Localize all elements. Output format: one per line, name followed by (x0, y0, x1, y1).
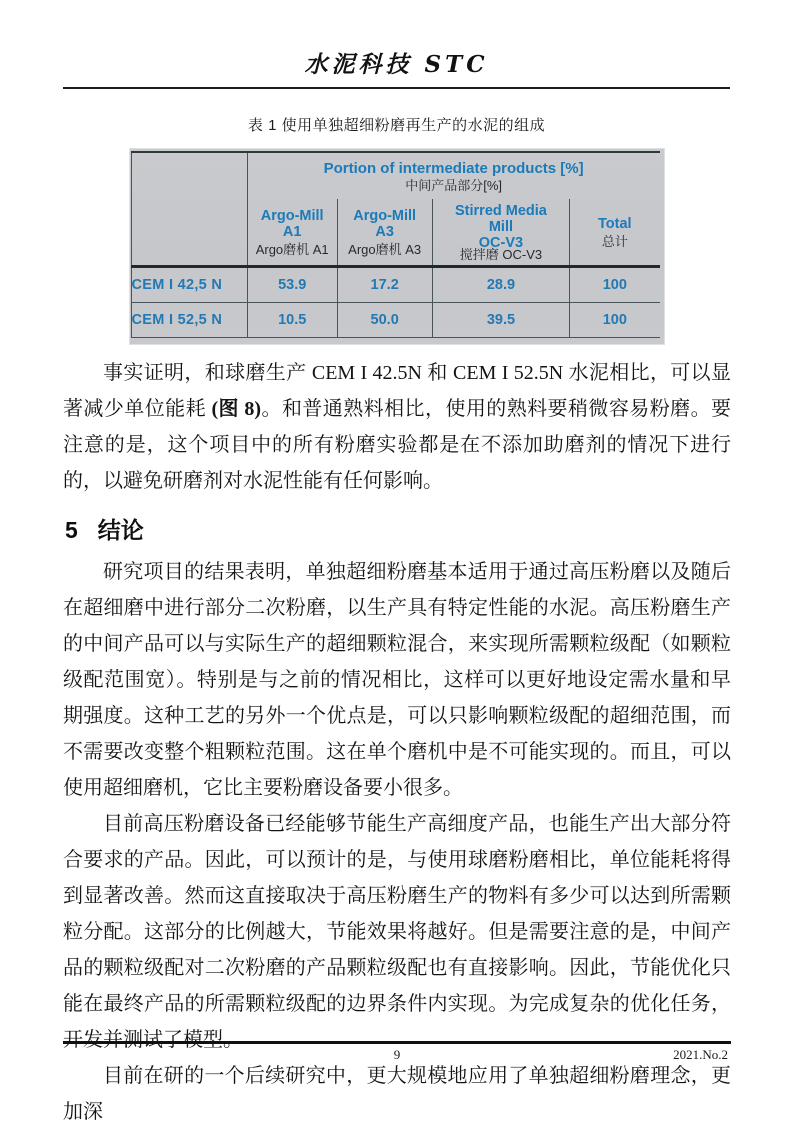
body-content (63, 355, 731, 1122)
paragraph-1 (63, 355, 731, 499)
paragraph-1-text: 事实证明，和球磨生产 CEM I 42.5N 和 CEM I 52.5N 水泥相比，可以显著减少单位能耗 (63, 362, 731, 420)
row-label: CEM I 42,5 N (131, 267, 247, 303)
group-header-zh: 中间产品部分[%] (405, 177, 503, 193)
row-label: CEM I 52,5 N (131, 303, 247, 338)
table-1-scan-image (129, 148, 665, 345)
figure-8-reference: (图 8) (211, 398, 262, 420)
paragraph-4: 目前在研的一个后续研究中，更大规模地应用了单独超细粉磨理念，更加深 (63, 1065, 731, 1122)
cell-value: 50.0 (337, 303, 432, 338)
cell-value: 100 (570, 303, 660, 338)
cell-value: 17.2 (337, 267, 432, 303)
footer-rule (63, 1041, 731, 1044)
column-header-stirred-media-mill: Stirred Media Mill OC-V3 搅拌磨 OC-V3 (432, 199, 569, 267)
page-number: 9 (393, 1047, 401, 1062)
cell-value: 28.9 (432, 267, 569, 303)
section-heading-conclusion (65, 512, 731, 545)
cell-value: 100 (570, 267, 660, 303)
issue-number: 2021.No.2 (673, 1047, 728, 1062)
composition-table (131, 151, 660, 338)
cell-value: 39.5 (432, 303, 569, 338)
group-header-en: Portion of intermediate products [%] (323, 159, 584, 177)
table-row-cem-42 (131, 267, 660, 303)
column-header-argo-a3: Argo-Mill A3 Argo磨机 A3 (337, 199, 432, 267)
header-rule (63, 87, 730, 89)
column-header-total: Total 总计 (570, 199, 660, 267)
section-number: 5 (65, 517, 78, 543)
cell-value: 53.9 (247, 267, 337, 303)
paragraph-2: 研究项目的结果表明，单独超细粉磨基本适用于通过高压粉磨以及随后在超细磨中进行部分二次粉磨，以生产具有特定性能的水泥。高压粉磨生产的中间产品可以与实际生产的超细颗粒混合，来实现所需颗粒级配（如颗粒级配范围宽）。特别是与之前的情况相比，这样可以更好地设定需水量和早期强度。这种工艺的另外一个优点是，可以只影响颗粒级配的超细范围，而不需要改变整个粗颗粒范围。这在单个磨机中是不可能实现的。而且，可以使用超细磨机，它比主要粉磨设备要小很多。 (63, 561, 731, 799)
table-caption: 表 1 使用单独超细粉磨再生产的水泥的组成 (247, 117, 546, 134)
journal-title: 水泥科技 STC (304, 51, 489, 78)
paragraph-3: 目前高压粉磨设备已经能够节能生产高细度产品，也能生产出大部分符合要求的产品。因此，可以预计的是，与使用球磨粉磨相比，单位能耗将得到显著改善。然而这直接取决于高压粉磨生产的物料有多少可以达到所需颗粒分配。这部分的比例越大，节能效果将越好。但是需要注意的是，中间产品的颗粒级配对二次粉磨的产品颗粒级配也有直接影响。因此，节能优化只能在最终产品的所需颗粒级配的边界条件内实现。为完成复杂的优化任务，开发并测试了模型。 (63, 813, 731, 1051)
paragraph-1-text: 。和普通熟料相比，使用的熟料要稍微容易粉磨。要注意的是，这个项目中的所有粉磨实验都是在不添加助磨剂的情况下进行的，以避免研磨剂对水泥性能有任何影响。 (63, 398, 732, 492)
section-title: 结论 (97, 517, 144, 543)
group-header-cell (247, 152, 659, 199)
column-header-argo-a1: Argo-Mill A1 Argo磨机 A1 (247, 199, 337, 267)
cell-value: 10.5 (247, 303, 337, 338)
table-group-header-row (131, 152, 660, 199)
page-footer (63, 1041, 731, 1064)
table-row-cem-52 (131, 303, 660, 338)
table-corner-cell (131, 152, 247, 267)
